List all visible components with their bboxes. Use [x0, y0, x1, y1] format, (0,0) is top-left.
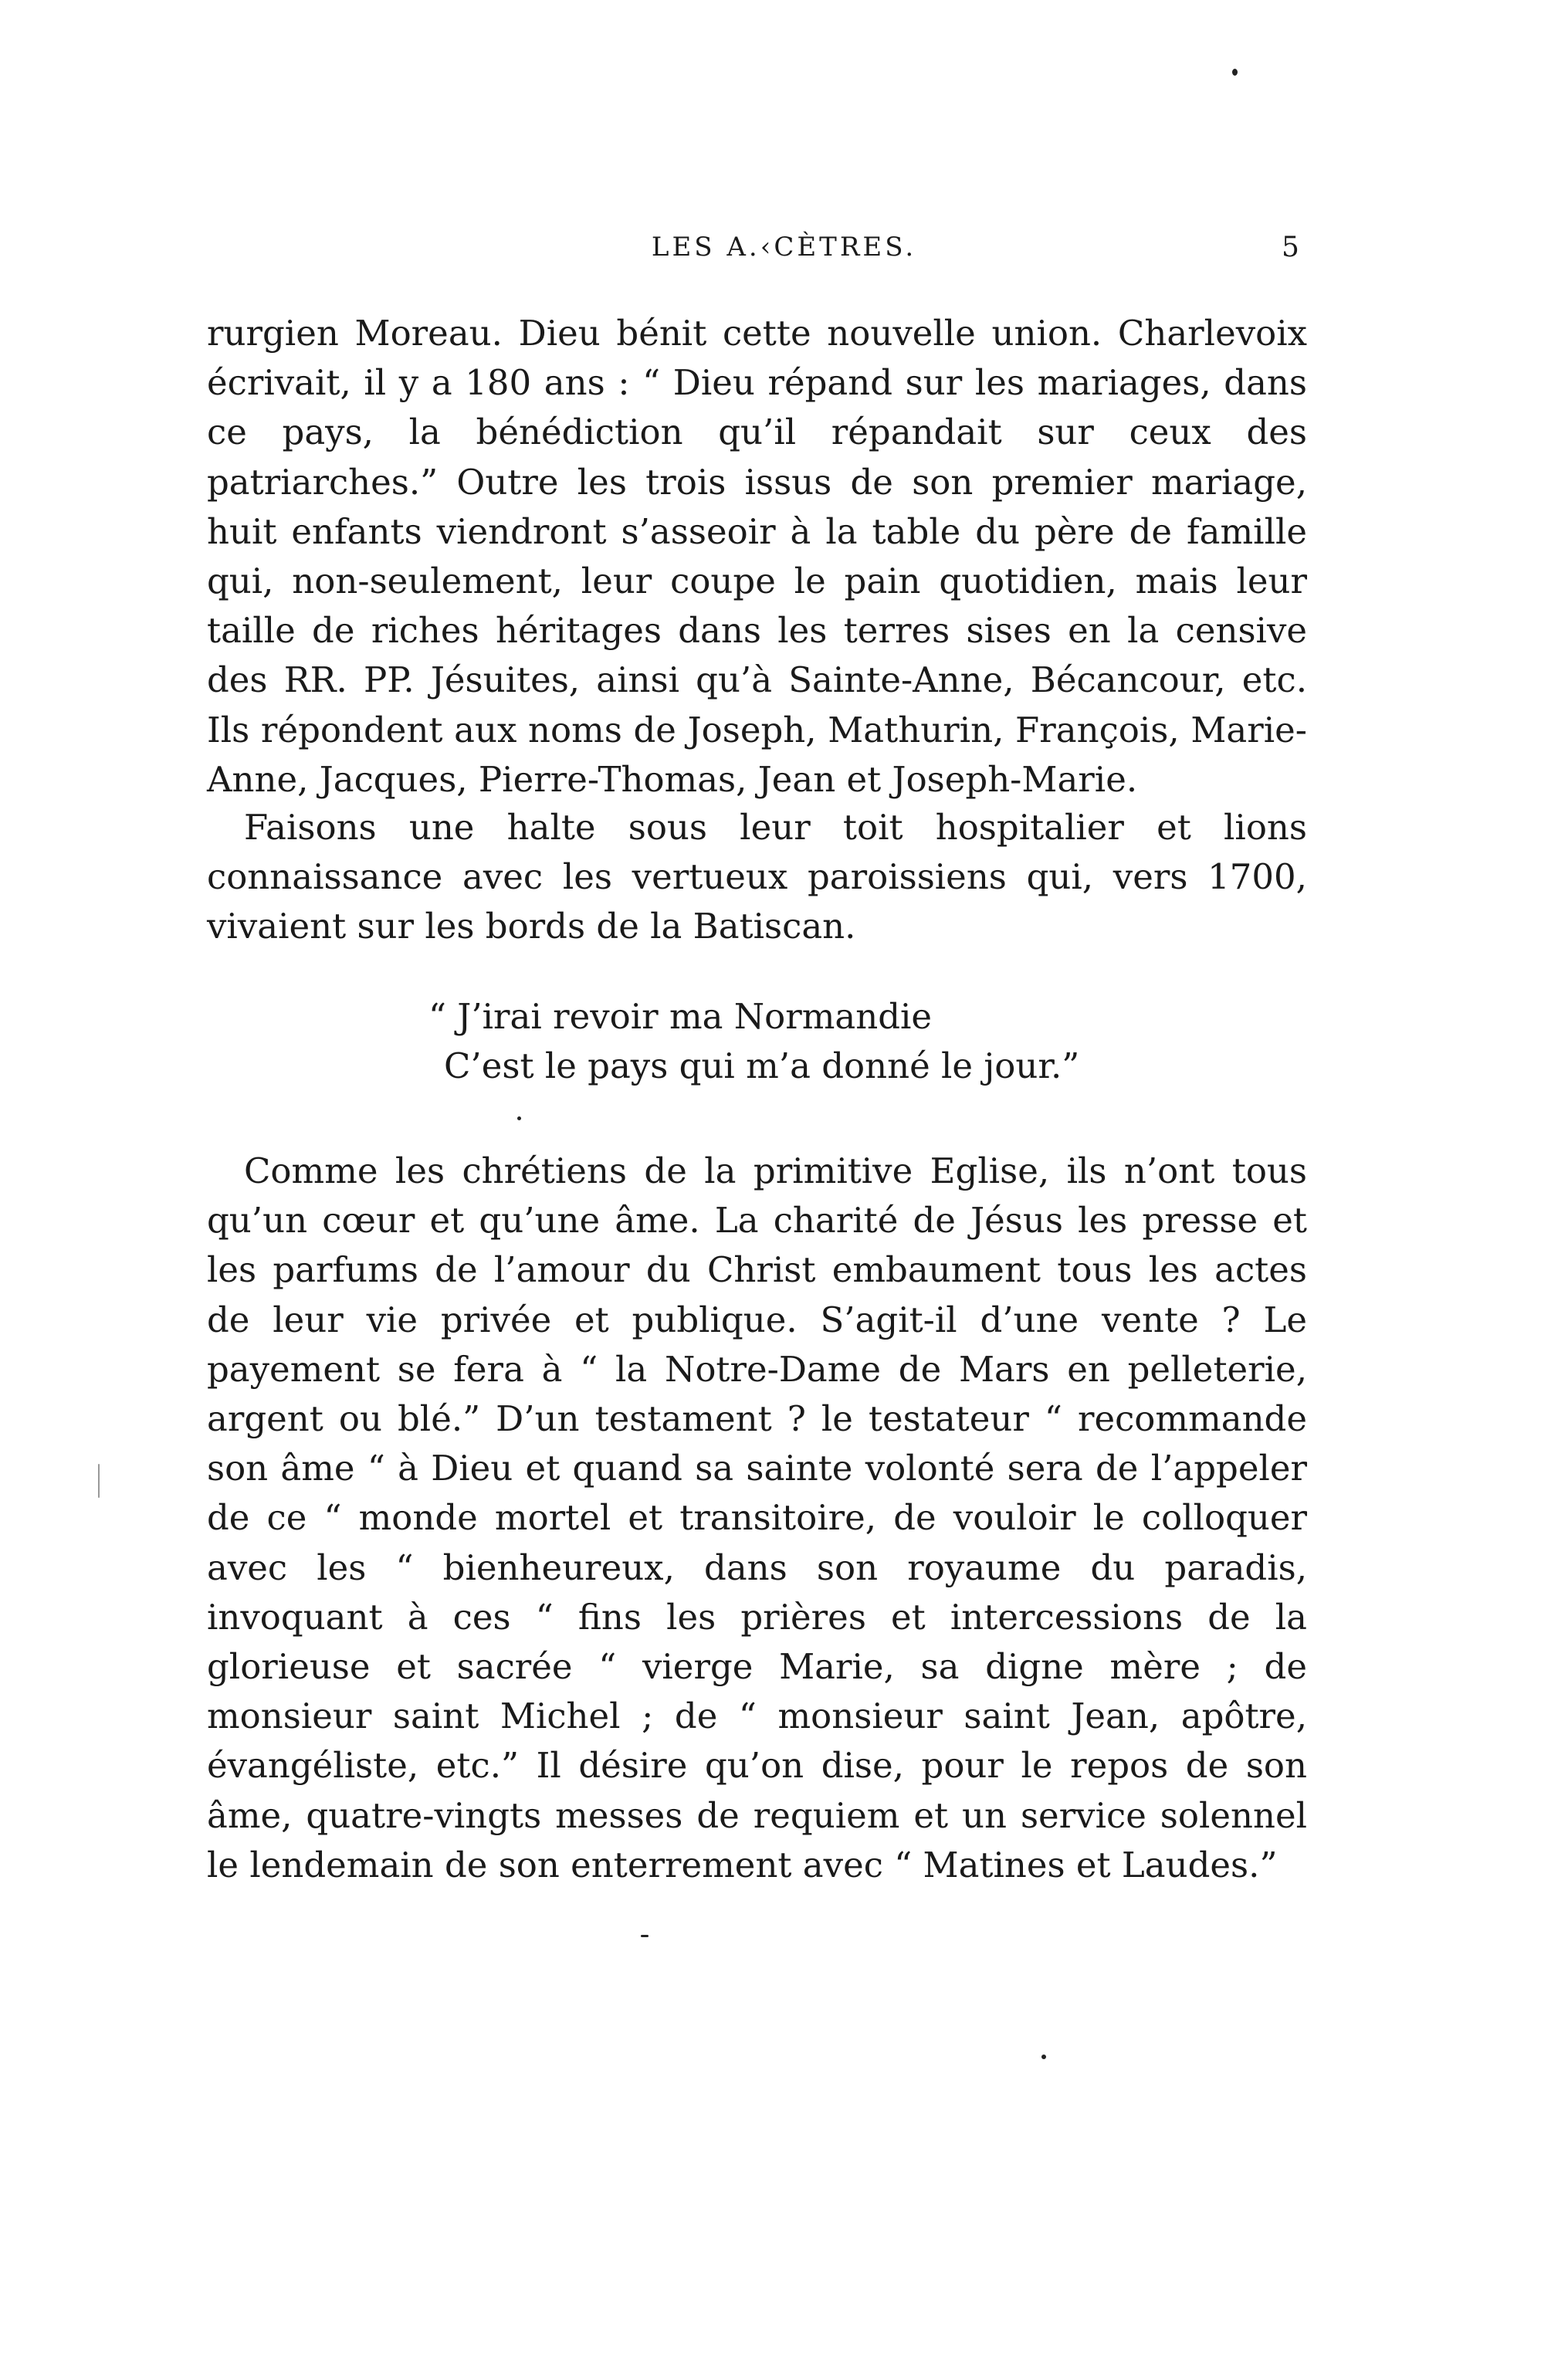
verse-line: “ J’irai revoir ma Normandie: [428, 996, 933, 1037]
page-number: 5: [1282, 232, 1299, 263]
margin-mark: [98, 1464, 100, 1498]
running-head: LES A.‹CÈTRES.: [651, 232, 917, 263]
paragraph: Comme les chrétiens de la primitive Eglise, ils n’ont tous qu’un cœur et qu’une âme. La charité de Jésus les presse et les parfums de l’amour du Christ embaument tous les actes de leur vie privée et publique. S’agit-il d’une vente ? Le payement se fera à “ la Notre-Dame de Mars en pelleterie, argent ou blé.” D’un testament ? le testateur “ recommande son âme “ à Dieu et quand sa sainte volonté sera de l’appeler de ce “ monde mortel et transitoire, de vouloir le colloquer avec les “ bienheureux, dans son royaume du paradis, invoquant à ces “ fins les prières et intercessions de la glorieuse et sacrée “ vierge Marie, sa digne mère ; de monsieur saint Michel ; de “ monsieur saint Jean, apôtre, évangéliste, etc.” Il désire qu’on dise, pour le repos de son âme, quatre-vingts messes de requiem et un service solennel le lendemain de son enterrement avec “ Matines et Laudes.”: [207, 1150, 1307, 1885]
verse-quotation: [386, 992, 1235, 1091]
verse-line: C’est le pays qui m’a donné le jour.”: [444, 1045, 1080, 1086]
ink-speck: [1232, 69, 1238, 76]
ink-speck: [517, 1116, 521, 1120]
ink-speck: [1041, 2055, 1046, 2059]
paragraph: rurgien Moreau. Dieu bénit cette nouvelle union. Charlevoix écrivait, il y a 180 ans : “ Dieu répand sur les mariages, dans ce pays, la bénédiction qu’il répandait sur ceux des patriarches.” Outre les trois issus de son premier mariage, huit enfants viendront s’asseoir à la table du père de famille qui, non-seulement, leur coupe le pain quotidien, mais leur taille de riches héritages dans les terres sises en la censive des RR. PP. Jésuites, ainsi qu’à Sainte-Anne, Bécancour, etc. Ils répondent aux noms de Joseph, Mathurin, François, Marie-Anne, Jacques, Pierre-Thomas, Jean et Joseph-Marie.: [207, 313, 1307, 800]
ink-speck: [641, 1935, 649, 1937]
paragraph: Faisons une halte sous leur toit hospitalier et lions connaissance avec les vertueux paroissiens qui, vers 1700, vivaient sur les bords de la Batiscan.: [207, 807, 1307, 947]
